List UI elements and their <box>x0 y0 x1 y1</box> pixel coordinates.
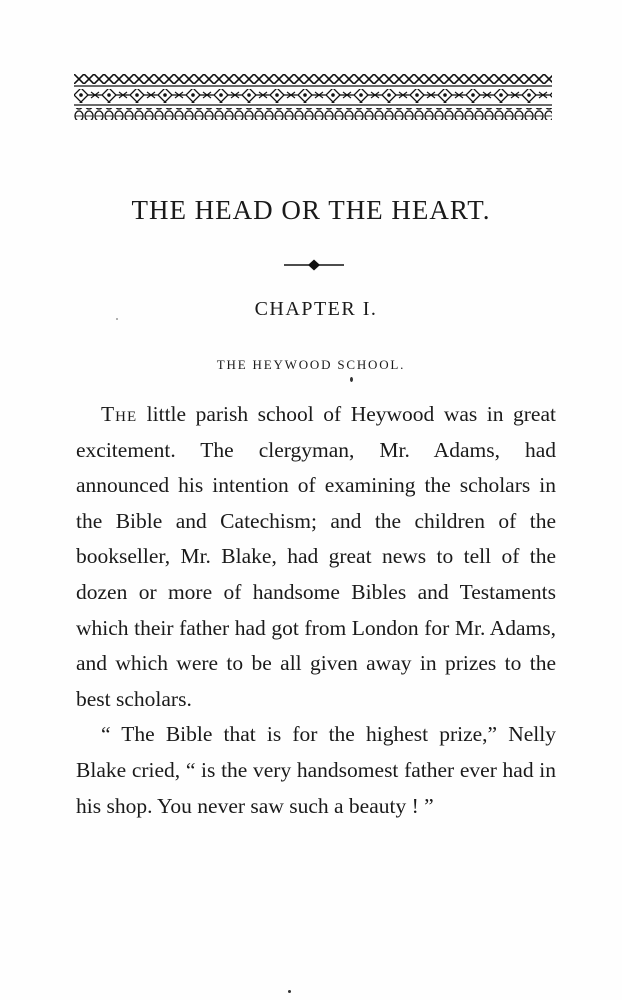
body-text <box>76 397 556 824</box>
paragraph <box>76 397 556 717</box>
book-title: THE HEAD OR THE HEART. <box>131 195 491 225</box>
paragraph <box>76 717 556 824</box>
divider-ornament <box>284 258 344 272</box>
print-speck <box>288 990 291 993</box>
print-speck <box>350 377 353 382</box>
decorative-header-ornament <box>74 74 552 124</box>
chapter-subtitle: THE HEYWOOD SCHOOL. <box>216 357 406 372</box>
paragraph-lead-word: The <box>101 402 138 426</box>
chapter-heading: CHAPTER I. <box>254 298 378 320</box>
print-speck <box>116 318 118 320</box>
paragraph-text: “ The Bible that is for the highest prize,” Nelly Blake cried, “ is the very handsomest father ever had in his shop. You never saw such a beauty ! ” <box>76 722 556 818</box>
paragraph-text: little parish school of Heywood was in great excitement. The clergyman, Mr. Adams, had announced his intention of examining the scholars in the Bible and Catechism; and the children of the bookseller, Mr. Blake, had great news to tell of the dozen or more of handsome Bibles and Testaments which their father had got from London for Mr. Adams, and which were to be all given away in prizes to the best scholars. <box>76 402 556 711</box>
